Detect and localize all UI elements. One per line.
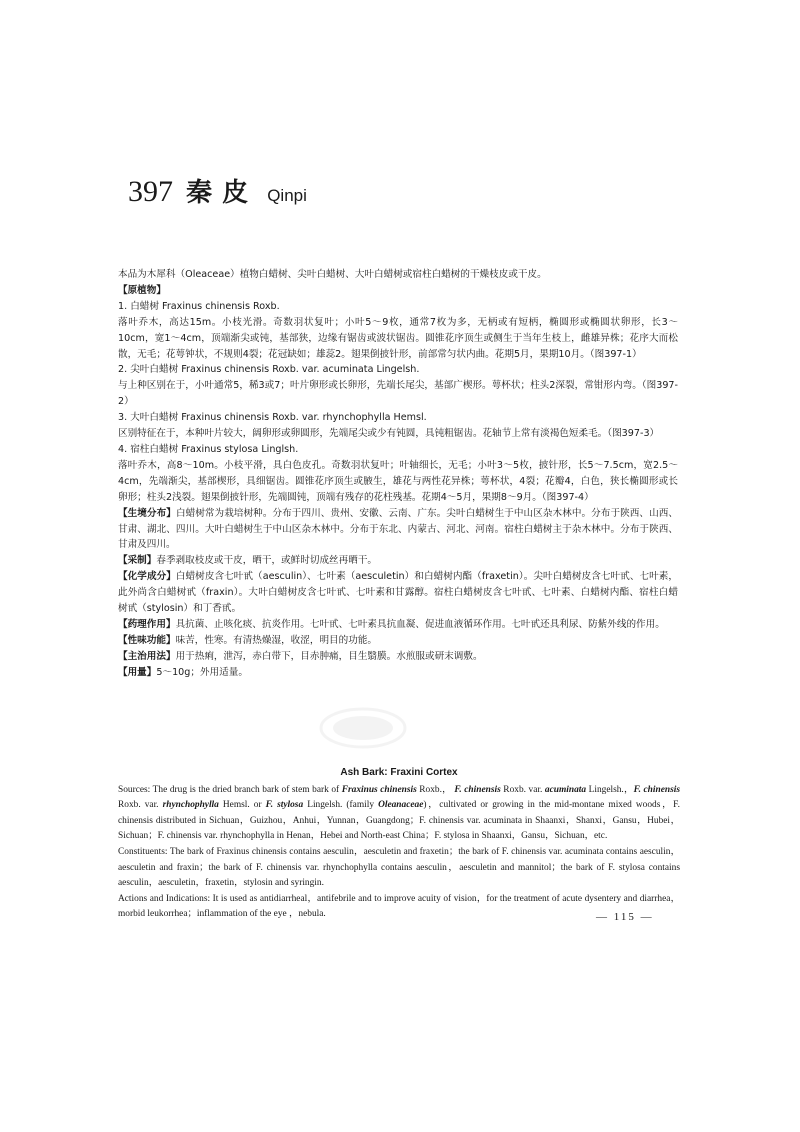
family-name: Oleanaceae	[378, 800, 424, 811]
variety-name-2: acuminata	[544, 784, 587, 795]
sources-label: Sources:	[118, 784, 151, 795]
watermark-stamp	[318, 706, 408, 750]
species-2-name: 2. 尖叶白蜡树 Fraxinus chinensis Roxb. var. acuminata Lingelsh.	[118, 364, 420, 376]
sources-text-2: Roxb.，	[416, 784, 455, 795]
distribution-section	[118, 506, 678, 554]
english-title: Ash Bark: Fraxini Cortex	[340, 767, 458, 778]
usage-section	[118, 649, 678, 665]
english-text-block	[118, 765, 680, 923]
sources-text-7: Lingelsh. (family	[303, 800, 379, 811]
section-heading-harvest: 【采制】	[118, 555, 157, 567]
dosage-section	[118, 665, 678, 681]
usage-text: 用于热痢，泄泻，赤白带下，目赤肿痛，目生翳膜。水煎服或研末调敷。	[175, 650, 483, 662]
species-1-description: 落叶乔木，高达15m。小枝光滑。奇数羽状复叶；小叶5～9枚，通常7枚为多，无柄或有短柄，椭圆形或椭圆状卵形，长3～10cm，宽1～4cm，顶端渐尖或钝，基部狭，边缘有锯齿或波状锯齿。圆锥花序顶生或侧生于当年生枝上，雌雄异株；花序大而松散，无毛；花萼钟状，不规则4裂；花冠缺如；雄蕊2。翅果倒披针形，前部常匀状内曲。花期5月，果期10月。（图397-1）	[118, 316, 678, 360]
sources-text-1: The drug is the dried branch bark of stem bark of	[150, 784, 342, 795]
section-heading-property: 【性味功能】	[118, 634, 176, 646]
section-heading-usage: 【主治用法】	[118, 650, 176, 662]
actions-paragraph: Actions and Indications: It is used as antidiarrheal，antifebrile and to improve acuity of vision，for the treatment of acute dysentery and diarrhea，morbid leukorrhea；inflammation of the eye ，nebula.	[118, 893, 680, 920]
species-name-2: F. chinensis	[454, 784, 501, 795]
pharmacology-text: 具抗菌、止咳化痰、抗炎作用。七叶甙、七叶素具抗血凝、促进血液循环作用。七叶甙还具利尿、防紫外线的作用。	[175, 618, 665, 630]
species-1-name: 1. 白蜡树 Fraxinus chinensis Roxb.	[118, 300, 280, 312]
sources-text-3: Roxb. var.	[500, 784, 545, 795]
constituents-paragraph: Constituents: The bark of Fraxinus chinensis contains aesculin，aesculetin and fraxetin；the bark of F. chinensis var. acuminata contains aesculin，aesculetin and fraxin；the bark of F. chinensis var. rhynchophylla contains aesculin，aesculetin and mannitol；the bark of F. stylosa contains aesculin，aesculetin，fraxetin，stylosin and syringin.	[118, 846, 680, 889]
sources-text-4: Lingelsh.，	[586, 784, 634, 795]
species-3-name: 3. 大叶白蜡树 Fraxinus chinensis Roxb. var. rhynchophylla Hemsl.	[118, 412, 427, 424]
monograph-number: 397	[128, 175, 173, 208]
species-2-description: 与上种区别在于，小叶通常5，稀3或7；叶片卵形或长卵形，先端长尾尖，基部广楔形。萼杯状；柱头2深裂，常钳形内弯。（图397-2）	[118, 380, 678, 408]
sources-text-6: Hemsl. or	[218, 800, 266, 811]
species-3-description: 区别特征在于，本种叶片较大，阔卵形或卵圆形，先端尾尖或少有钝圆，具钝粗锯齿。花轴节上常有淡褐色短柔毛。（图397-3）	[118, 428, 660, 440]
section-heading-origin: 【原植物】	[118, 284, 166, 296]
pharmacology-section	[118, 617, 678, 633]
chemistry-text: 白蜡树皮含七叶甙（aesculin）、七叶素（aesculetin）和白蜡树内酯（fraxetin）。尖叶白蜡树皮含七叶甙、七叶素，此外尚含白蜡树甙（fraxin）。大叶白蜡树皮含七叶甙、七叶素和甘露醇。宿柱白蜡树皮含七叶甙、七叶素、白蜡树内酯、宿柱白蜡树甙（stylosin）和丁香甙。	[118, 571, 679, 615]
property-text: 味苦，性寒。有清热燥湿，收涩，明目的功能。	[175, 634, 378, 646]
property-section	[118, 633, 678, 649]
variety-name-3: rhynchophylla	[162, 800, 219, 811]
section-heading-distribution: 【生境分布】	[118, 507, 176, 519]
section-heading-chemistry: 【化学成分】	[118, 571, 176, 583]
species-name-4: F. stylosa	[265, 800, 304, 811]
section-heading-pharmacology: 【药理作用】	[118, 618, 176, 630]
section-heading-dosage: 【用量】	[118, 666, 157, 678]
species-name-1: Fraxinus chinensis	[341, 784, 417, 795]
sources-text-8: )，cultivated or growing in the mid-montane mixed woods，F. chinensis distributed in Sichuan，Guizhou，Anhui，Yunnan，Guangdong；F. chinensis var. acuminata in Shaanxi，Shanxi，Gansu，Hubei，Sichuan；F. chinensis var. rhynchophylla in Henan，Hebei and North-east China；F. stylosa in Shaanxi，Gansu，Sichuan，etc.	[118, 800, 680, 842]
chemistry-section	[118, 569, 678, 617]
monograph-title-chinese: 秦皮	[186, 178, 259, 208]
page-number: — 115 —	[596, 911, 654, 923]
sources-text-5: Roxb. var.	[118, 800, 163, 811]
harvest-text: 春季剥取枝皮或干皮，晒干，或鲜时切成丝再晒干。	[156, 555, 378, 567]
distribution-text: 白蜡树常为栽培树种。分布于四川、贵州、安徽、云南、广东。尖叶白蜡树生于中山区杂木林中。分布于陕西、山西、甘肃、湖北、四川。大叶白蜡树生于中山区杂木林中。分布于东北、内蒙古、河北、河南。宿柱白蜡树主于杂木林中。分布于陕西、甘肃及四川。	[118, 507, 678, 551]
monograph-title-pinyin: Qinpi	[267, 186, 307, 205]
intro-paragraph: 本品为木犀科（Oleaceae）植物白蜡树、尖叶白蜡树、大叶白蜡树或宿柱白蜡树的干燥枝皮或干皮。	[118, 269, 547, 280]
species-name-3: F. chinensis	[633, 784, 680, 795]
species-4-description: 落叶乔木，高8～10m。小枝平滑，具白色皮孔。奇数羽状复叶；叶轴细长，无毛；小叶3～5枚，披针形，长5～7.5cm，宽2.5～4cm，先端渐尖，基部楔形，具细锯齿。圆锥花序顶生或腋生，雄花与两性花异株；萼杯状，4裂；花瓣4，白色，狭长椭圆形或长卵形；柱头2浅裂。翅果倒披针形，先端圆钝，顶端有残存的花柱残基。花期4～5月，果期8～9月。（图397-4）	[118, 459, 678, 503]
sources-paragraph	[118, 783, 680, 845]
dosage-text: 5～10g；外用适量。	[156, 666, 248, 678]
species-4-name: 4. 宿柱白蜡树 Fraxinus stylosa Linglsh.	[118, 443, 299, 455]
harvest-section	[118, 553, 678, 569]
monograph-title	[128, 172, 307, 209]
chinese-text-block	[118, 267, 678, 681]
